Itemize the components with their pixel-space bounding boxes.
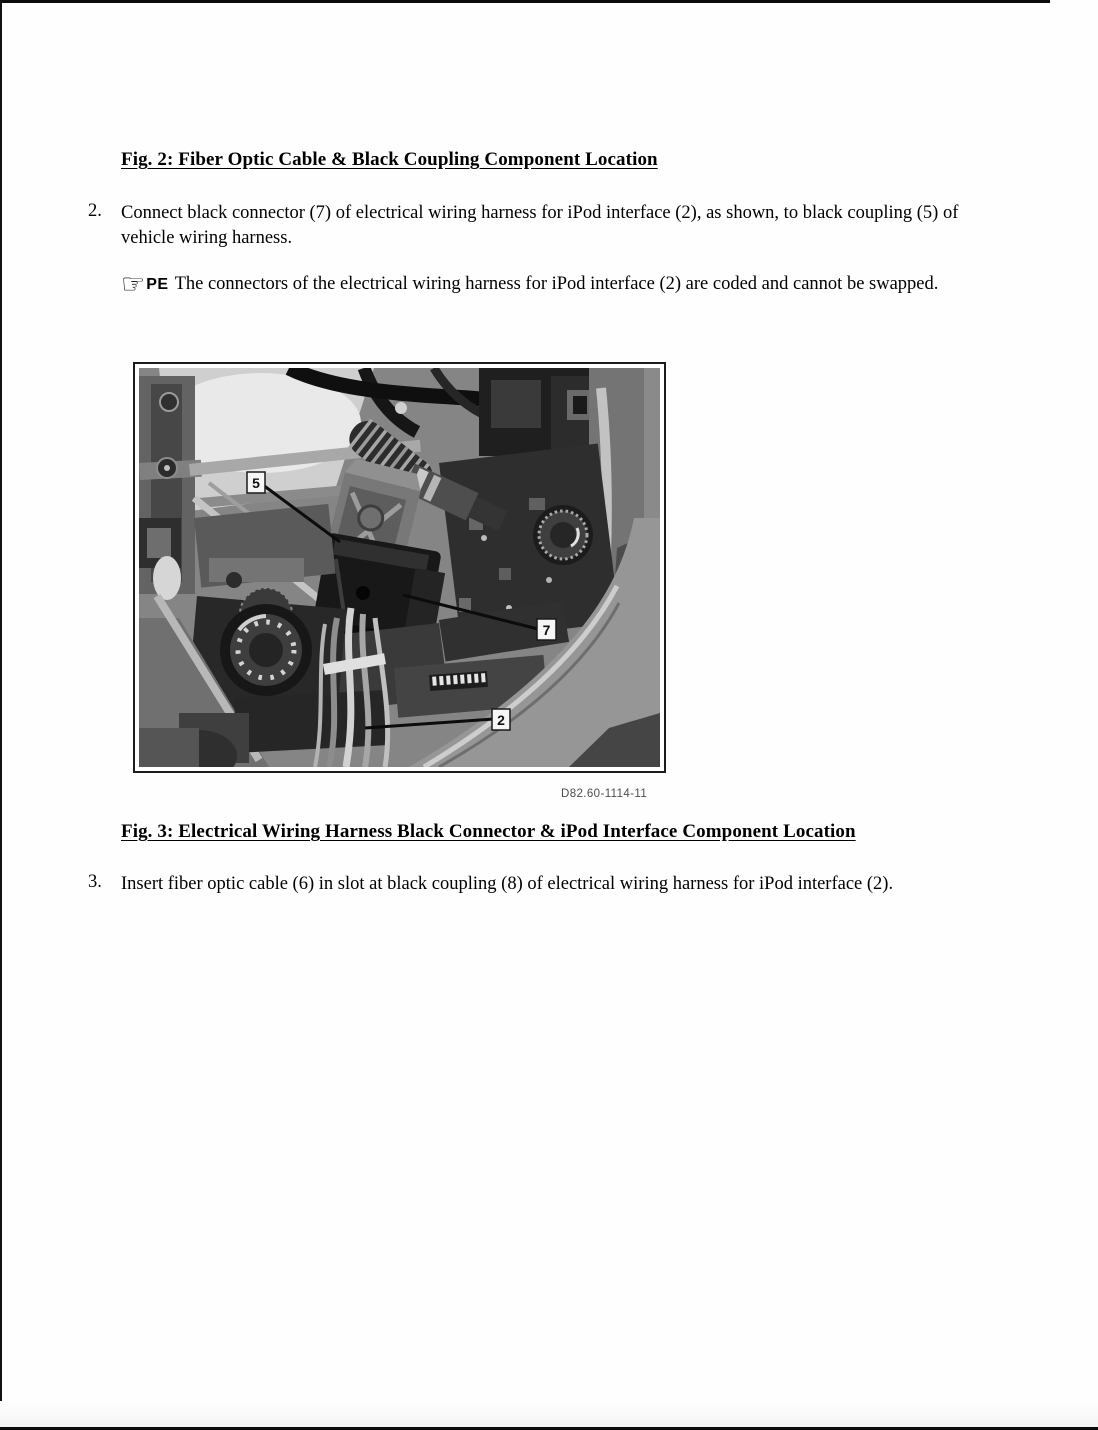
note-paragraph — [121, 271, 971, 298]
dashboard-photo — [139, 368, 660, 767]
callout-2-label: 2 — [497, 712, 505, 728]
note-text: The connectors of the electrical wiring harness for iPod interface (2) are coded and cannot be swapped. — [174, 274, 939, 294]
fig3-heading: Fig. 3: Electrical Wiring Harness Black Connector & iPod Interface Component Location — [121, 821, 856, 842]
callout-5-label: 5 — [252, 475, 260, 491]
step2-text: Connect black connector (7) of electrical wiring harness for iPod interface (2), as shown, to black coupling (5) of vehicle wiring harness. — [121, 203, 959, 248]
figure-caption: D82.60-1114-11 — [561, 788, 648, 800]
step3-number: 3. — [88, 872, 102, 892]
callout-7-label: 7 — [542, 622, 551, 638]
step3-text: Insert fiber optic cable (6) in slot at black coupling (8) of electrical wiring harness for iPod interface (2). — [121, 874, 894, 894]
pointing-hand-icon: ☞ — [121, 269, 146, 300]
fig2-heading: Fig. 2: Fiber Optic Cable & Black Coupling Component Location — [121, 149, 658, 170]
scan-edge-bottom-shade — [0, 1401, 1098, 1427]
scan-edge-left — [0, 0, 2, 1430]
step2-number: 2. — [88, 201, 102, 221]
figure-photo-frame — [133, 362, 666, 773]
note-pe-label: PE — [146, 276, 169, 293]
scan-edge-top — [0, 0, 1050, 3]
